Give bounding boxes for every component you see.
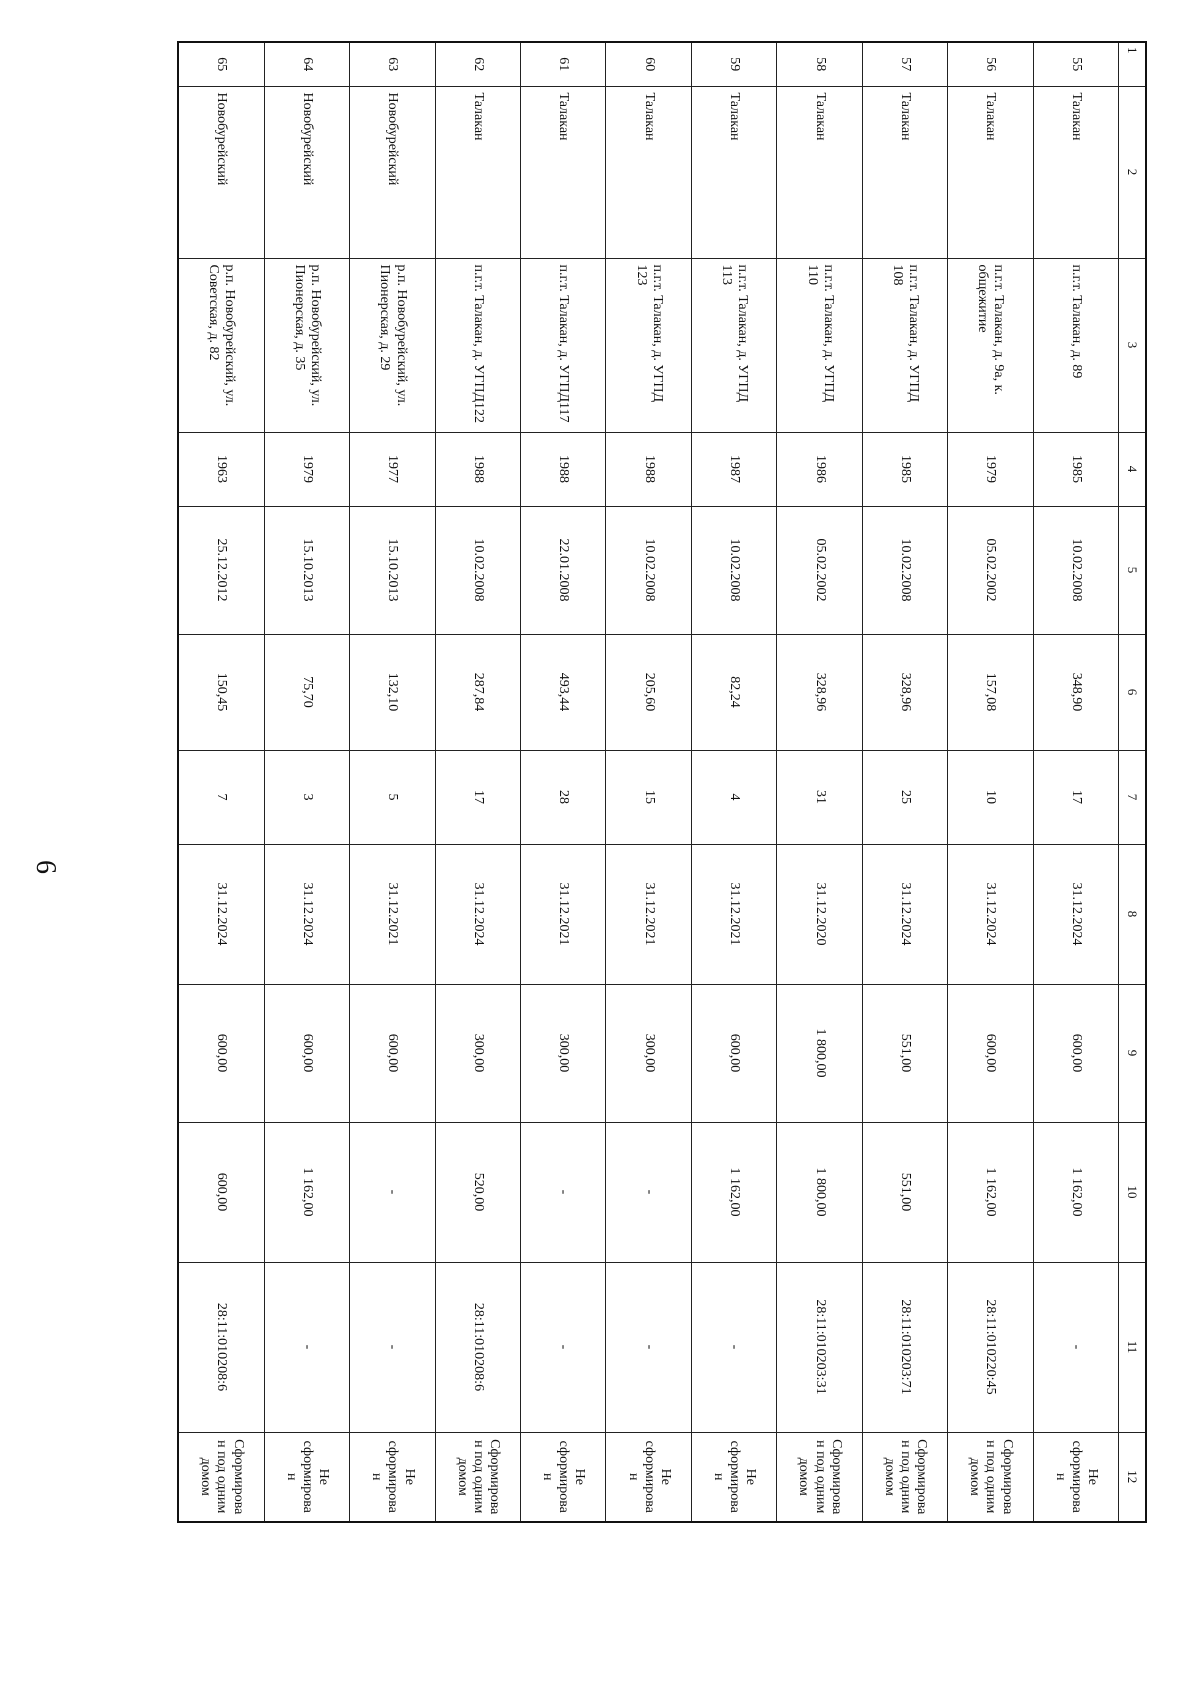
cadastral-number-cell: 28:11:010208:6 [178, 1262, 264, 1432]
residents-cell: 17 [435, 750, 520, 844]
norm-cell: 300,00 [606, 984, 691, 1122]
address-cell: п.г.т. Талакан, д. УГПД 123 [606, 258, 691, 432]
rotated-table-container [177, 41, 1147, 1521]
deadline-cell: 31.12.2024 [264, 844, 349, 984]
norm-cell: 600,00 [264, 984, 349, 1122]
date-cell: 10.02.2008 [1033, 506, 1118, 634]
date-cell: 15.10.2013 [264, 506, 349, 634]
deadline-cell: 31.12.2024 [1033, 844, 1118, 984]
norm-cell: 551,00 [862, 984, 947, 1122]
value-cell: 1 162,00 [948, 1122, 1033, 1262]
deadline-cell: 31.12.2021 [606, 844, 691, 984]
date-cell: 15.10.2013 [350, 506, 435, 634]
table-row [264, 42, 349, 1522]
date-cell: 10.02.2008 [691, 506, 776, 634]
norm-cell: 600,00 [948, 984, 1033, 1122]
date-cell: 10.02.2008 [606, 506, 691, 634]
column-number: 1 [1119, 42, 1147, 86]
land-plot-status-cell: Сформирован под одним домом [435, 1432, 520, 1522]
address-cell: п.г.т. Талакан, д. УГПД117 [521, 258, 606, 432]
value-cell: 1 800,00 [777, 1122, 862, 1262]
settlement-cell: Талакан [606, 86, 691, 258]
year-built-cell: 1988 [435, 432, 520, 506]
land-plot-status-cell: Не сформирован [691, 1432, 776, 1522]
year-built-cell: 1988 [606, 432, 691, 506]
address-cell: п.г.т. Талакан, д. УГПД 108 [862, 258, 947, 432]
deadline-cell: 31.12.2021 [521, 844, 606, 984]
residents-cell: 17 [1033, 750, 1118, 844]
settlement-cell: Талакан [521, 86, 606, 258]
value-cell: - [606, 1122, 691, 1262]
address-cell: п.г.т. Талакан, д. 89 [1033, 258, 1118, 432]
table-row [691, 42, 776, 1522]
settlement-cell: Новобурейский [350, 86, 435, 258]
cadastral-number-cell: 28:11:010220:45 [948, 1262, 1033, 1432]
cadastral-number-cell: - [521, 1262, 606, 1432]
area-cell: 493,44 [521, 634, 606, 750]
cadastral-number-cell: - [691, 1262, 776, 1432]
norm-cell: 1 800,00 [777, 984, 862, 1122]
column-number: 3 [1119, 258, 1147, 432]
value-cell: 551,00 [862, 1122, 947, 1262]
cadastral-number-cell: 28:11:010203:71 [862, 1262, 947, 1432]
value-cell: - [350, 1122, 435, 1262]
date-cell: 05.02.2002 [777, 506, 862, 634]
settlement-cell: Талакан [948, 86, 1033, 258]
area-cell: 287,84 [435, 634, 520, 750]
table-row [777, 42, 862, 1522]
area-cell: 150,45 [178, 634, 264, 750]
year-built-cell: 1987 [691, 432, 776, 506]
settlement-cell: Новобурейский [264, 86, 349, 258]
value-cell: 600,00 [178, 1122, 264, 1262]
row-number-cell: 60 [606, 42, 691, 86]
land-plot-status-cell: Не сформирован [1033, 1432, 1118, 1522]
cadastral-number-cell: - [264, 1262, 349, 1432]
land-plot-status-cell: Сформирован под одним домом [862, 1432, 947, 1522]
column-number: 7 [1119, 750, 1147, 844]
settlement-cell: Талакан [777, 86, 862, 258]
area-cell: 157,08 [948, 634, 1033, 750]
deadline-cell: 31.12.2021 [691, 844, 776, 984]
deadline-cell: 31.12.2024 [178, 844, 264, 984]
column-number: 4 [1119, 432, 1147, 506]
column-number: 8 [1119, 844, 1147, 984]
year-built-cell: 1985 [862, 432, 947, 506]
residents-cell: 25 [862, 750, 947, 844]
residents-cell: 28 [521, 750, 606, 844]
address-cell: п.г.т. Талакан, д. УГПД 110 [777, 258, 862, 432]
cadastral-number-cell: 28:11:010208:6 [435, 1262, 520, 1432]
residents-cell: 5 [350, 750, 435, 844]
table-row [948, 42, 1033, 1522]
norm-cell: 600,00 [691, 984, 776, 1122]
column-number: 6 [1119, 634, 1147, 750]
cadastral-number-cell: - [350, 1262, 435, 1432]
cadastral-number-cell: 28:11:010203:31 [777, 1262, 862, 1432]
year-built-cell: 1963 [178, 432, 264, 506]
table-row [606, 42, 691, 1522]
value-cell: - [521, 1122, 606, 1262]
address-cell: р.п. Новобурейский, ул. Советская, д. 82 [178, 258, 264, 432]
deadline-cell: 31.12.2024 [948, 844, 1033, 984]
norm-cell: 600,00 [178, 984, 264, 1122]
column-number-row [1119, 42, 1147, 1522]
area-cell: 205,60 [606, 634, 691, 750]
row-number-cell: 65 [178, 42, 264, 86]
settlement-cell: Новобурейский [178, 86, 264, 258]
land-plot-status-cell: Не сформирован [264, 1432, 349, 1522]
table-row [862, 42, 947, 1522]
table-row [435, 42, 520, 1522]
table-row [178, 42, 264, 1522]
year-built-cell: 1985 [1033, 432, 1118, 506]
row-number-cell: 56 [948, 42, 1033, 86]
address-cell: п.г.т. Талакан, д. УГПД 113 [691, 258, 776, 432]
row-number-cell: 61 [521, 42, 606, 86]
row-number-cell: 59 [691, 42, 776, 86]
settlement-cell: Талакан [691, 86, 776, 258]
area-cell: 328,96 [862, 634, 947, 750]
cadastral-number-cell: - [606, 1262, 691, 1432]
residents-cell: 3 [264, 750, 349, 844]
land-plot-status-cell: Сформирован под одним домом [178, 1432, 264, 1522]
date-cell: 22.01.2008 [521, 506, 606, 634]
value-cell: 1 162,00 [691, 1122, 776, 1262]
row-number-cell: 58 [777, 42, 862, 86]
area-cell: 132,10 [350, 634, 435, 750]
deadline-cell: 31.12.2024 [862, 844, 947, 984]
residents-cell: 4 [691, 750, 776, 844]
column-number: 11 [1119, 1262, 1147, 1432]
land-plot-status-cell: Сформирован под одним домом [777, 1432, 862, 1522]
address-cell: р.п. Новобурейский, ул. Пионерская, д. 29 [350, 258, 435, 432]
norm-cell: 300,00 [435, 984, 520, 1122]
row-number-cell: 55 [1033, 42, 1118, 86]
deadline-cell: 31.12.2024 [435, 844, 520, 984]
date-cell: 10.02.2008 [435, 506, 520, 634]
row-number-cell: 62 [435, 42, 520, 86]
value-cell: 520,00 [435, 1122, 520, 1262]
settlement-cell: Талакан [435, 86, 520, 258]
deadline-cell: 31.12.2020 [777, 844, 862, 984]
row-number-cell: 63 [350, 42, 435, 86]
area-cell: 348,90 [1033, 634, 1118, 750]
row-number-cell: 57 [862, 42, 947, 86]
residents-cell: 10 [948, 750, 1033, 844]
norm-cell: 600,00 [350, 984, 435, 1122]
norm-cell: 300,00 [521, 984, 606, 1122]
land-plot-status-cell: Не сформирован [521, 1432, 606, 1522]
year-built-cell: 1988 [521, 432, 606, 506]
land-plot-status-cell: Сформирован под одним домом [948, 1432, 1033, 1522]
settlement-cell: Талакан [862, 86, 947, 258]
column-number: 2 [1119, 86, 1147, 258]
area-cell: 82,24 [691, 634, 776, 750]
table-row [350, 42, 435, 1522]
table-row [521, 42, 606, 1522]
page-number: 6 [30, 860, 61, 874]
date-cell: 10.02.2008 [862, 506, 947, 634]
date-cell: 05.02.2002 [948, 506, 1033, 634]
table-row [1033, 42, 1118, 1522]
year-built-cell: 1979 [948, 432, 1033, 506]
row-number-cell: 64 [264, 42, 349, 86]
residents-cell: 31 [777, 750, 862, 844]
area-cell: 328,96 [777, 634, 862, 750]
value-cell: 1 162,00 [264, 1122, 349, 1262]
norm-cell: 600,00 [1033, 984, 1118, 1122]
deadline-cell: 31.12.2021 [350, 844, 435, 984]
address-cell: р.п. Новобурейский, ул. Пионерская, д. 35 [264, 258, 349, 432]
land-plot-status-cell: Не сформирован [606, 1432, 691, 1522]
address-cell: п.г.т. Талакан, д. 9а, к. общежитие [948, 258, 1033, 432]
year-built-cell: 1986 [777, 432, 862, 506]
year-built-cell: 1979 [264, 432, 349, 506]
residents-cell: 7 [178, 750, 264, 844]
column-number: 12 [1119, 1432, 1147, 1522]
land-plot-status-cell: Не сформирован [350, 1432, 435, 1522]
year-built-cell: 1977 [350, 432, 435, 506]
area-cell: 75,70 [264, 634, 349, 750]
housing-register-table [177, 41, 1147, 1523]
address-cell: п.г.т. Талакан, д. УГПД122 [435, 258, 520, 432]
residents-cell: 15 [606, 750, 691, 844]
value-cell: 1 162,00 [1033, 1122, 1118, 1262]
column-number: 5 [1119, 506, 1147, 634]
date-cell: 25.12.2012 [178, 506, 264, 634]
settlement-cell: Талакан [1033, 86, 1118, 258]
column-number: 10 [1119, 1122, 1147, 1262]
cadastral-number-cell: - [1033, 1262, 1118, 1432]
column-number: 9 [1119, 984, 1147, 1122]
